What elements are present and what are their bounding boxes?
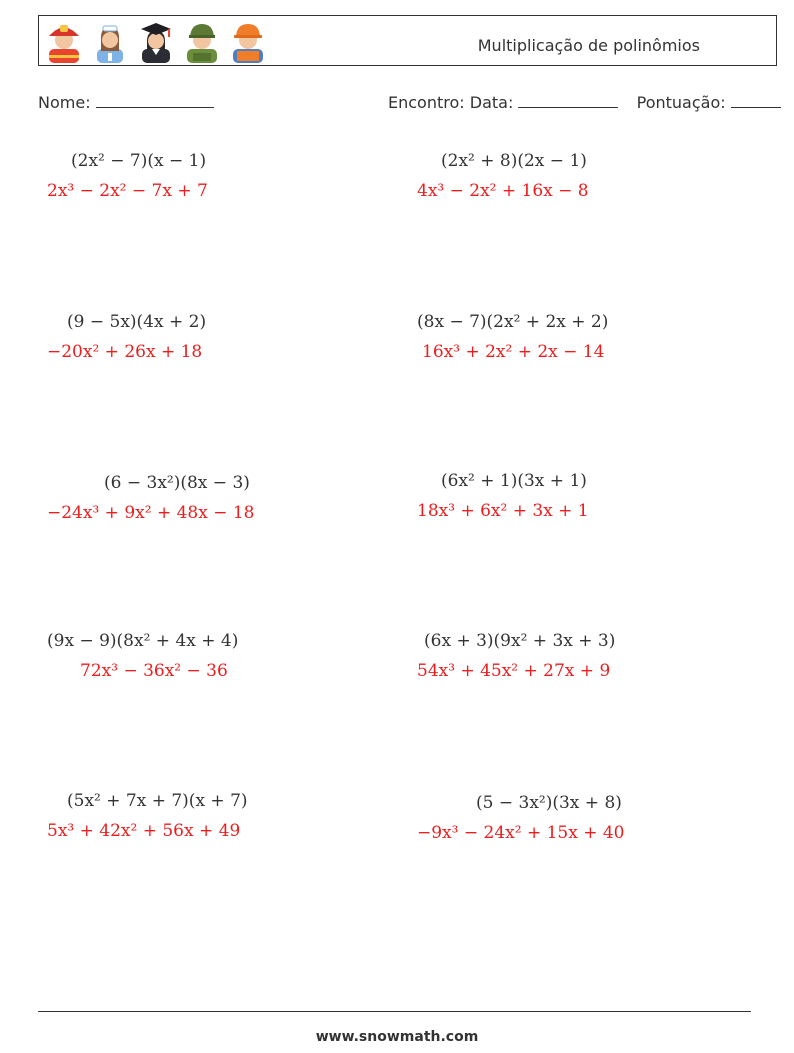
worksheet-title: Multiplicação de polinômios [477, 36, 700, 55]
problem-8-answer: 54x³ + 45x² + 27x + 9 [417, 661, 611, 681]
problem-1-answer: 2x³ − 2x² − 7x + 7 [47, 181, 208, 201]
problem-2-question: (2x² + 8)(2x − 1) [441, 151, 587, 171]
encounter-field [388, 93, 781, 112]
name-blank[interactable] [96, 93, 214, 108]
problem-10-answer: −9x³ − 24x² + 15x + 40 [417, 823, 625, 843]
problem-5-answer: −24x³ + 9x² + 48x − 18 [47, 503, 255, 523]
problem-6-question: (6x² + 1)(3x + 1) [441, 471, 587, 491]
problem-3-answer: −20x² + 26x + 18 [47, 342, 203, 362]
problem-5-question: (6 − 3x²)(8x − 3) [104, 473, 250, 493]
avatar-row [45, 19, 267, 63]
problem-9-question: (5x² + 7x + 7)(x + 7) [67, 791, 248, 811]
problem-7-answer: 72x³ − 36x² − 36 [80, 661, 228, 681]
problem-9-answer: 5x³ + 42x² + 56x + 49 [47, 821, 241, 841]
problem-3-question: (9 − 5x)(4x + 2) [67, 312, 207, 332]
problem-7-question: (9x − 9)(8x² + 4x + 4) [47, 631, 239, 651]
date-blank[interactable] [518, 93, 618, 108]
problem-4-question: (8x − 7)(2x² + 2x + 2) [417, 312, 609, 332]
nurse-avatar [91, 19, 129, 63]
score-blank[interactable] [731, 93, 781, 108]
problem-1-question: (2x² − 7)(x − 1) [71, 151, 207, 171]
construction-worker-avatar [229, 19, 267, 63]
problem-8-question: (6x + 3)(9x² + 3x + 3) [424, 631, 616, 651]
footer-website[interactable]: www.snowmath.com [315, 1029, 479, 1045]
worksheet-header [38, 15, 777, 66]
encounter-date-label: Encontro: Data: [388, 93, 514, 112]
problem-2-answer: 4x³ − 2x² + 16x − 8 [417, 181, 589, 201]
problem-4-answer: 16x³ + 2x² + 2x − 14 [422, 342, 605, 362]
name-field [38, 93, 214, 112]
soldier-avatar [183, 19, 221, 63]
problem-6-answer: 18x³ + 6x² + 3x + 1 [417, 501, 589, 521]
name-label: Nome: [38, 93, 91, 112]
problem-10-question: (5 − 3x²)(3x + 8) [476, 793, 622, 813]
footer-divider [38, 1011, 751, 1012]
graduate-avatar [137, 19, 175, 63]
firefighter-avatar [45, 19, 83, 63]
score-label: Pontuação: [636, 93, 726, 112]
